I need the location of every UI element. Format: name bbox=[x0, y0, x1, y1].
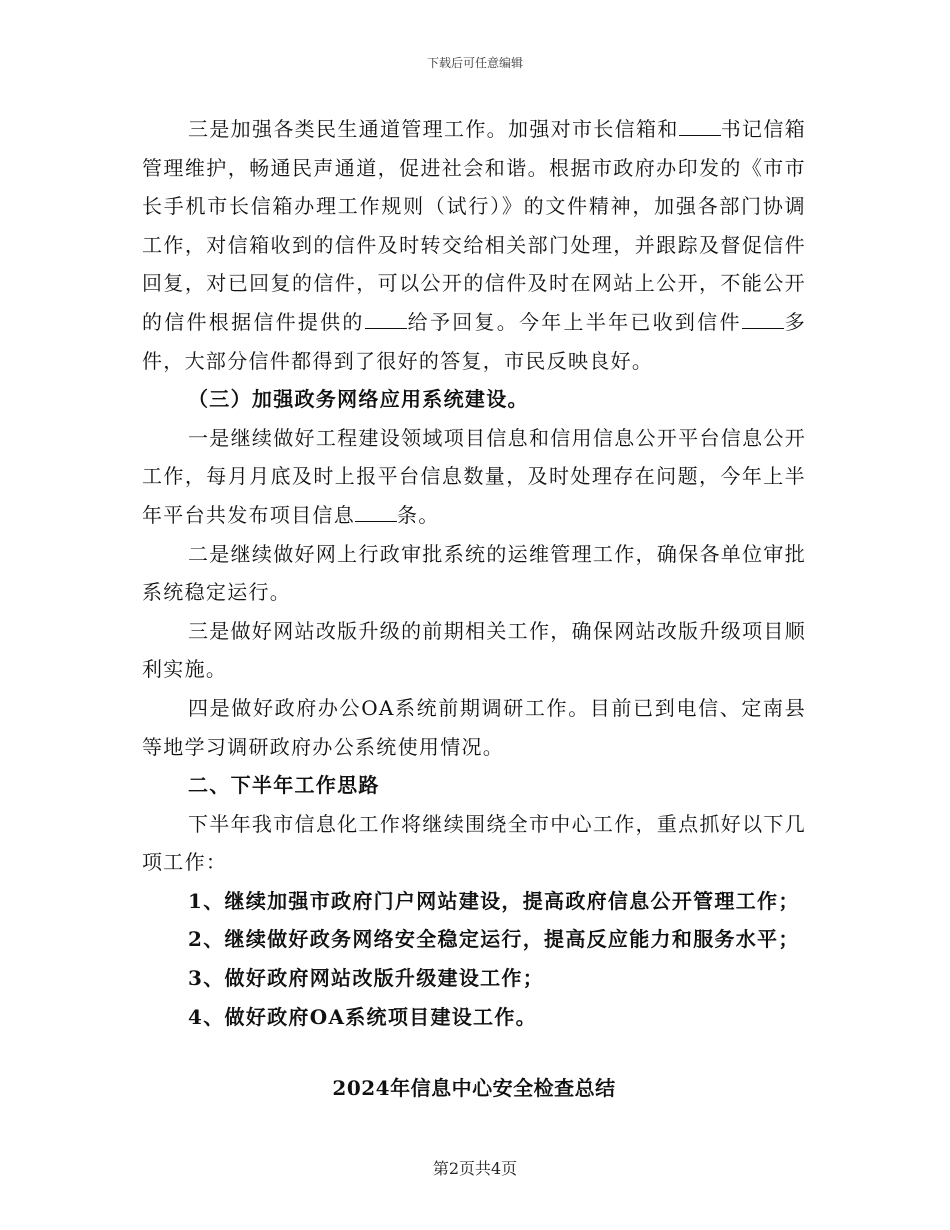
page-number: 第2页共4页 bbox=[432, 1159, 518, 1178]
document-body bbox=[142, 110, 806, 1101]
list-item: 4、做好政府OA系统项目建设工作。 bbox=[188, 1004, 537, 1029]
paragraph-mailbox-management bbox=[142, 110, 806, 380]
paragraph-text: 多件，大部分信件都得到了很好的答复，市民反映良好。 bbox=[142, 309, 807, 373]
paragraph-approval-system: 二是继续做好网上行政审批系统的运维管理工作，确保各单位审批系统稳定运行。 bbox=[142, 541, 806, 605]
fill-blank bbox=[355, 503, 397, 522]
paragraph-text: 条。 bbox=[397, 502, 440, 527]
fill-blank bbox=[679, 117, 721, 136]
list-item: 2、继续做好政务网络安全稳定运行，提高反应能力和服务水平； bbox=[188, 927, 800, 952]
paragraph-plan-intro: 下半年我市信息化工作将继续围绕全市中心工作，重点抓好以下几项工作： bbox=[142, 811, 806, 875]
paragraph-text: 书记信箱管理维护，畅通民声通道，促进社会和谐。根据市政府办印发的《市市长手机市长信箱办理工作规则（试行）》的文件精神，加强各部门协调工作，对信箱收到的信件及时转交给相关部门处理，并跟踪及督促信件回复，对已回复的信件，可以公开的信件及时在网站上公开，不能公开的信件根据信件提供的 bbox=[142, 117, 807, 334]
paragraph-text: 三是加强各类民生通道管理工作。加强对市长信箱和 bbox=[188, 117, 679, 141]
list-item: 1、继续加强市政府门户网站建设，提高政府信息公开管理工作； bbox=[188, 888, 800, 913]
paragraph-text: 一是继续做好工程建设领域项目信息和信用信息公开平台信息公开工作，每月月底及时上报平台信息数量，及时处理存在问题，今年上半年平台共发布项目信息 bbox=[142, 425, 806, 527]
fill-blank bbox=[742, 310, 784, 329]
fill-blank bbox=[365, 310, 407, 329]
page-header: 下载后可任意编辑 bbox=[426, 56, 523, 70]
paragraph-project-info bbox=[142, 419, 806, 535]
section-heading-3: （三）加强政务网络应用系统建设。 bbox=[188, 387, 529, 412]
section-heading-2: 二、下半年工作思路 bbox=[188, 773, 380, 798]
document-title: 2024年信息中心安全检查总结 bbox=[332, 1076, 616, 1101]
paragraph-oa-research: 四是做好政府办公OA系统前期调研工作。目前已到电信、定南县等地学习调研政府办公系统使用情况。 bbox=[142, 695, 806, 759]
paragraph-website-revamp: 三是做好网站改版升级的前期相关工作，确保网站改版升级项目顺利实施。 bbox=[142, 618, 806, 682]
list-item: 3、做好政府网站改版升级建设工作； bbox=[188, 966, 545, 991]
paragraph-text: 给予回复。今年上半年已收到信件 bbox=[406, 309, 742, 334]
